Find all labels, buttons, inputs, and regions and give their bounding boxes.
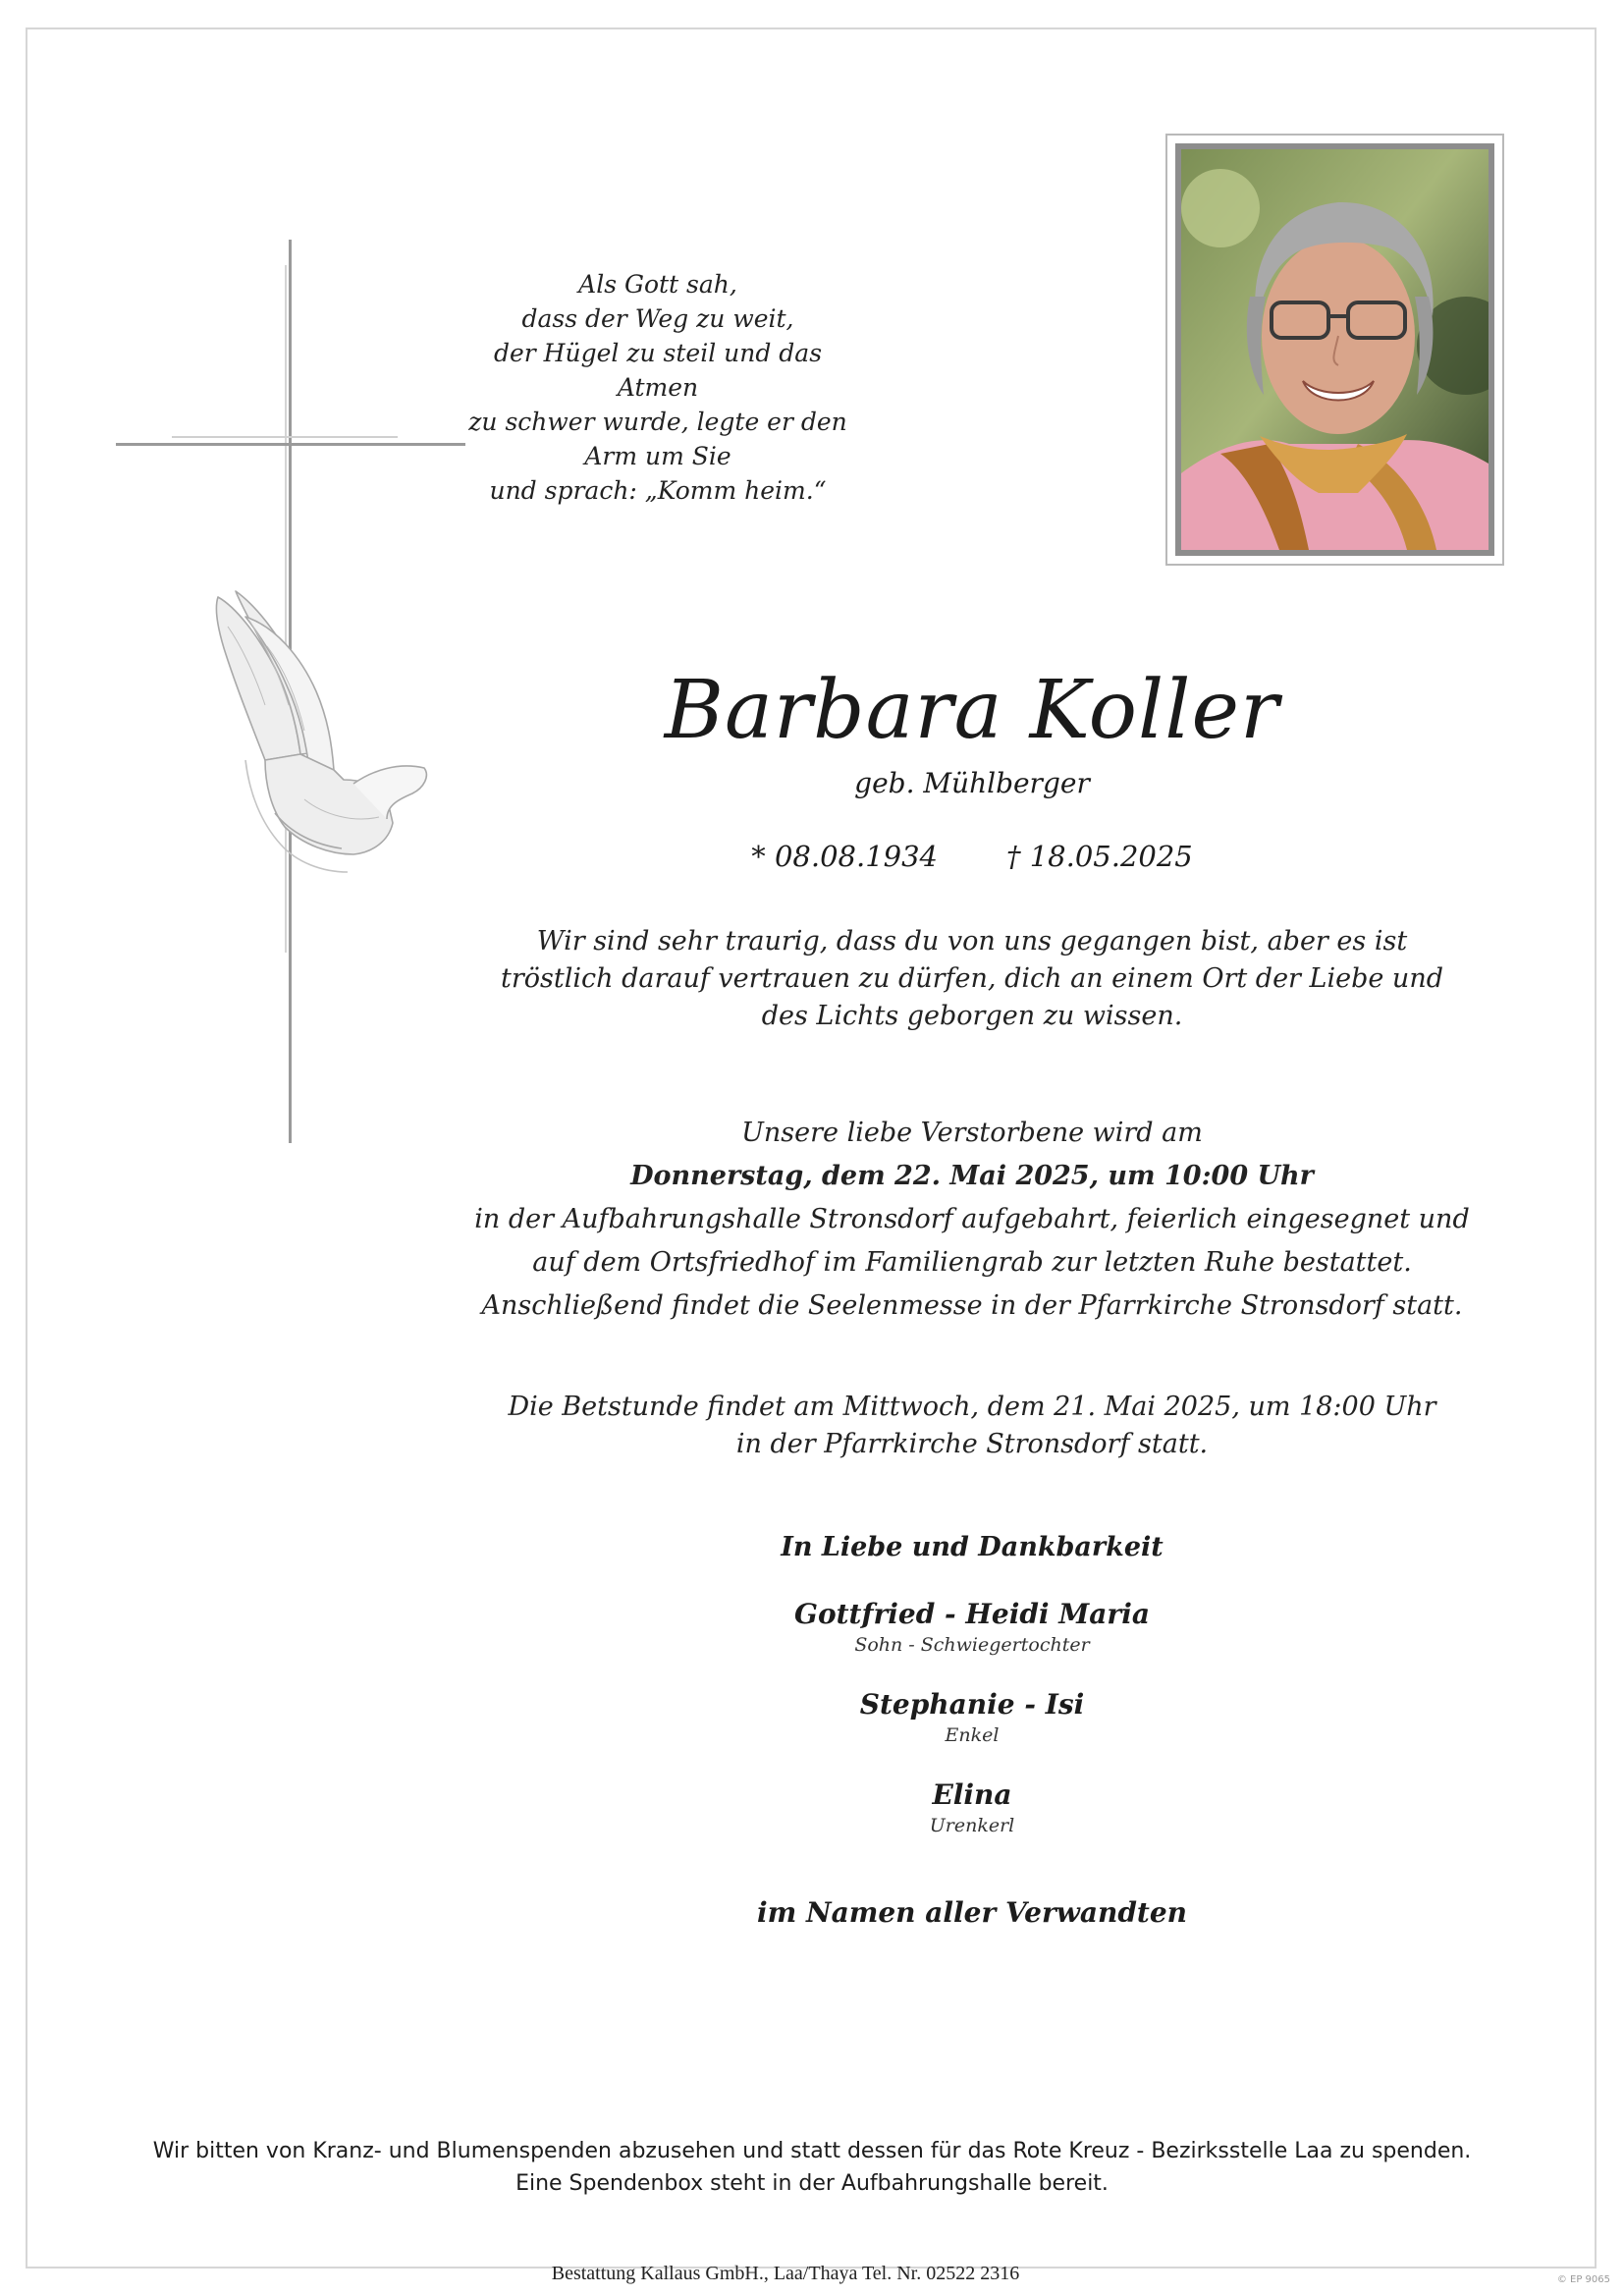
maiden-name: geb. Mühlberger (854, 767, 1090, 799)
message-line: des Lichts geborgen zu wissen. (761, 1001, 1183, 1031)
family-member-relation: Urenkerl (929, 1815, 1015, 1836)
condolence-message (452, 923, 1492, 1035)
thanks-heading: In Liebe und Dankbarkeit (781, 1532, 1164, 1562)
deceased-name: Barbara Koller (664, 664, 1280, 757)
family-member-relation: Enkel (945, 1724, 1000, 1746)
message-line: Wir sind sehr traurig, dass du von uns gegangen bist, aber es ist (536, 926, 1408, 957)
family-member-names: Gottfried - Heidi Maria (794, 1598, 1150, 1630)
undertaker-footer: Bestattung Kallaus GmbH., Laa/Thaya Tel. Nr. 02522 2316 (551, 2263, 1020, 2284)
request-line: Wir bitten von Kranz- und Blumenspenden abzusehen und statt dessen für das Rote Kreuz - Bezirksstelle Laa zu spenden. (152, 2139, 1472, 2163)
funeral-line: in der Aufbahrungshalle Stronsdorf aufgebahrt, feierlich eingesegnet und (474, 1204, 1470, 1234)
closing-line: im Namen aller Verwandten (756, 1896, 1188, 1929)
donation-request (79, 2135, 1545, 2200)
poem-line: zu schwer wurde, legte er den Arm um Sie (468, 408, 847, 470)
funeral-details (452, 1112, 1492, 1328)
template-code: © EP 9065 (1556, 2274, 1610, 2285)
family-member-relation: Sohn - Schwiegertochter (854, 1634, 1090, 1656)
prayer-hour (452, 1389, 1492, 1463)
portrait-photo (1181, 149, 1489, 550)
prayer-line: Die Betstunde findet am Mittwoch, dem 21. Mai 2025, um 18:00 Uhr (508, 1392, 1436, 1422)
poem (461, 267, 854, 508)
poem-line: Als Gott sah, (578, 270, 737, 299)
funeral-line: Anschließend findet die Seelenmesse in der Pfarrkirche Stronsdorf statt. (481, 1290, 1463, 1321)
prayer-line: in der Pfarrkirche Stronsdorf statt. (735, 1429, 1209, 1459)
poem-line: der Hügel zu steil und das Atmen (493, 339, 823, 402)
funeral-line: auf dem Ortsfriedhof im Familiengrab zur letzten Ruhe bestattet. (532, 1247, 1412, 1278)
poem-line: und sprach: „Komm heim.“ (489, 476, 827, 505)
birth-date: * 08.08.1934 (751, 840, 938, 873)
portrait-frame (1165, 134, 1504, 566)
poem-line: dass der Weg zu weit, (521, 304, 794, 333)
praying-hands-icon (206, 587, 432, 882)
family-member-names: Stephanie - Isi (859, 1688, 1085, 1721)
life-dates (471, 837, 1473, 876)
message-line: tröstlich darauf vertrauen zu dürfen, dich an einem Ort der Liebe und (501, 963, 1443, 994)
death-date: † 18.05.2025 (1006, 840, 1193, 873)
funeral-intro: Unsere liebe Verstorbene wird am (741, 1118, 1203, 1148)
family-member-names: Elina (932, 1778, 1012, 1811)
request-line: Eine Spendenbox steht in der Aufbahrungshalle bereit. (515, 2171, 1109, 2196)
funeral-date: Donnerstag, dem 22. Mai 2025, um 10:00 Uhr (630, 1161, 1314, 1191)
